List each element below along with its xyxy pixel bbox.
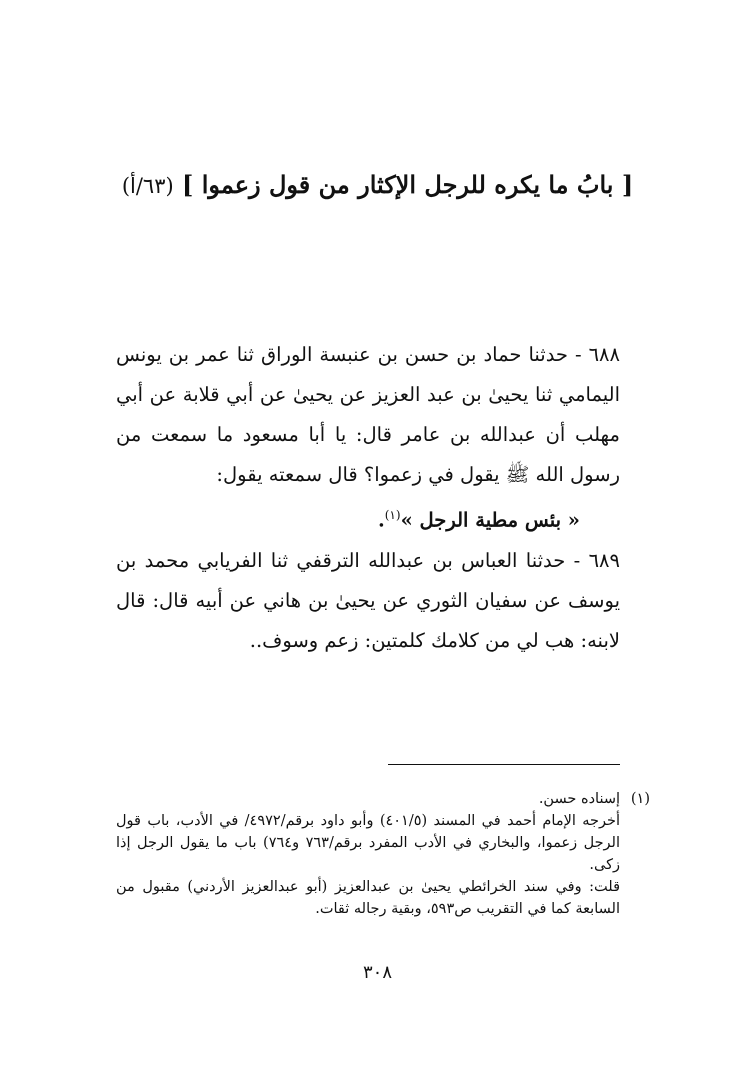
footnote-marker: (١) bbox=[384, 508, 401, 522]
footnote-body bbox=[116, 788, 620, 920]
footnotes bbox=[116, 788, 650, 920]
main-text bbox=[116, 335, 620, 661]
hadith-quote-text: « بئس مطية الرجل » bbox=[400, 508, 580, 532]
hadith-quote bbox=[116, 495, 620, 541]
footnote-separator bbox=[388, 764, 620, 765]
hadith-quote-end: . bbox=[377, 508, 385, 532]
chapter-heading bbox=[90, 170, 665, 199]
manuscript-folio-ref: (٦٣/أ) bbox=[121, 174, 174, 198]
page-number: ٣٠٨ bbox=[362, 962, 392, 983]
footnote-line: أخرجه الإمام أحمد في المسند (٤٠١/٥) وأبو داود برقم/٤٩٧٢/ في الأدب، باب قول الرجل زعموا، والبخاري في الأدب المفرد برقم/٧٦٣ و٧٦٤) باب ما يقول الرجل إذا زكى. bbox=[116, 813, 620, 873]
narration-689: ٦٨٩ - حدثنا العباس بن عبدالله الترقفي ثنا الفريابي محمد بن يوسف عن سفيان الثوري عن يحيىٰ بن هاني عن أبيه قال: قال لابنه: هب لي من كلامك كلمتين: زعم وسوف.. bbox=[116, 548, 620, 652]
narration-688: ٦٨٨ - حدثنا حماد بن حسن بن عنبسة الوراق ثنا عمر بن يونس اليمامي ثنا يحيىٰ بن عبد العزيز عن يحيىٰ عن أبي قلابة عن أبي مهلب أن عبدالله بن عامر قال: يا أبا مسعود ما سمعت من رسول الله ﷺ يقول في زعموا؟ قال سمعته يقول: bbox=[116, 343, 620, 486]
footnote-line: إسناده حسن. bbox=[538, 791, 620, 807]
footnote-1 bbox=[116, 788, 650, 920]
footnote-line: قلت: وفي سند الخرائطي يحيىٰ بن عبدالعزيز (أبو عبدالعزيز الأردني) مقبول من السابعة كما في التقريب ص٥٩٣، وبقية رجاله ثقات. bbox=[116, 879, 620, 917]
chapter-title: [ بابُ ما يكره للرجل الإكثار من قول زعموا ] bbox=[182, 170, 634, 199]
footnote-number: (١) bbox=[630, 791, 650, 807]
